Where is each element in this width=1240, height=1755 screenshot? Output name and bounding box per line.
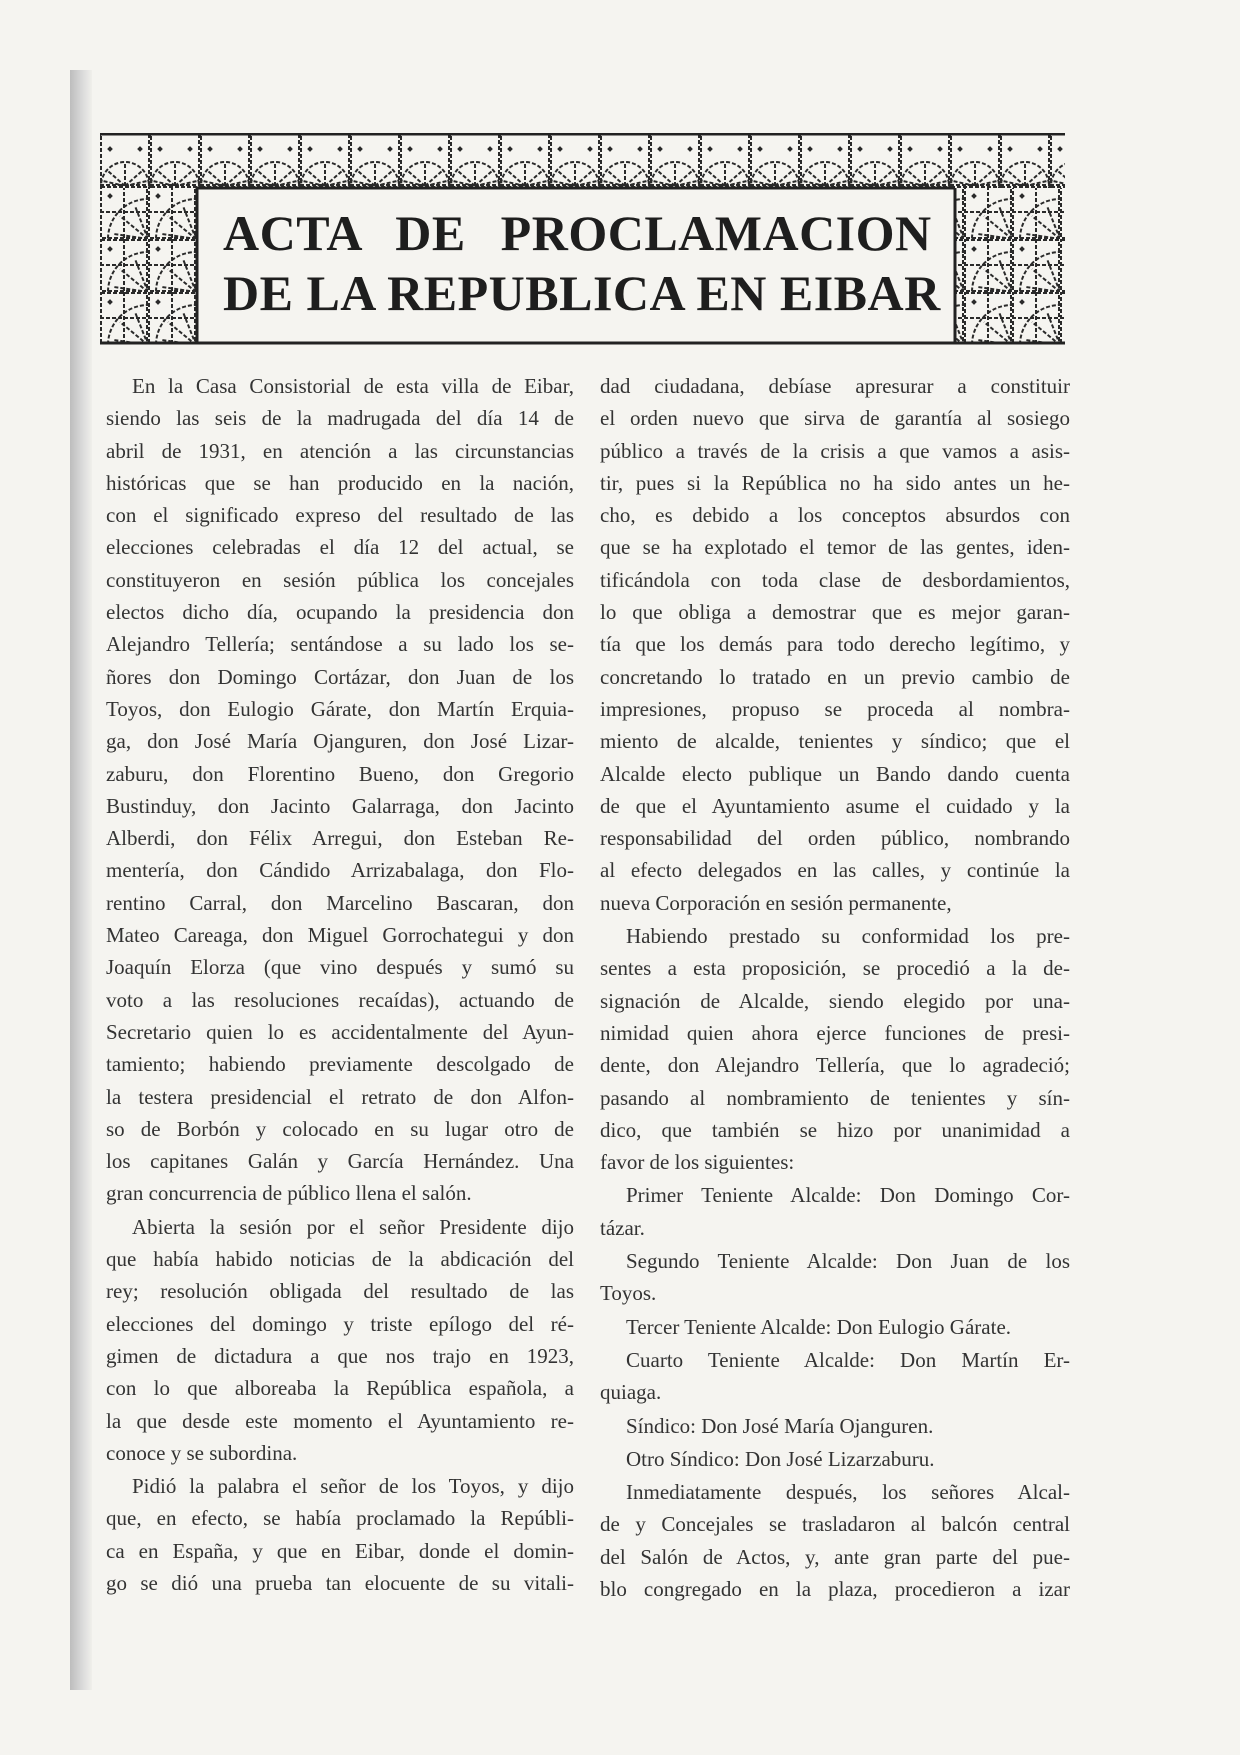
text-line: constituyeron en sesión pública los concejales [106, 567, 574, 592]
text-line: elecciones celebradas el día 12 del actual, se [106, 535, 574, 560]
text-line: responsabilidad del orden público, nombrando [600, 826, 1070, 851]
text-line: quiaga. [600, 1380, 662, 1405]
text-line: nimidad quien ahora ejerce funciones de presi- [600, 1020, 1070, 1045]
text-line: al efecto delegados en las calles, y continúe la [600, 858, 1070, 883]
text-line: la que desde este momento el Ayuntamiento re- [106, 1408, 574, 1433]
text-line: el orden nuevo que sirva de garantía al sosiego [600, 406, 1070, 431]
text-column-left [106, 370, 574, 1600]
text-line: elecciones del domingo y triste epílogo del ré- [106, 1311, 574, 1336]
text-column-right [600, 370, 1070, 1606]
text-line: Alejandro Tellería; sentándose a su lado los se- [106, 632, 574, 657]
text-line: concretando lo tratado en un previo cambio de [600, 664, 1070, 689]
text-line: de que el Ayuntamiento asume el cuidado y la [600, 793, 1070, 818]
paragraph [600, 1476, 1070, 1605]
text-line: Inmediatamente después, los señores Alcal- [626, 1480, 1070, 1505]
text-line: Síndico: Don José María Ojanguren. [626, 1413, 934, 1438]
text-line: ñores don Domingo Cortázar, don Juan de los [106, 664, 574, 689]
text-line: Tercer Teniente Alcalde: Don Eulogio Gárate. [626, 1314, 1012, 1339]
paragraph [600, 1245, 1070, 1310]
title-line-2: DE LA REPUBLICA EN EIBAR [223, 265, 941, 321]
text-line: favor de los siguientes: [600, 1150, 795, 1175]
text-line: tía que los demás para todo derecho legítimo, y [600, 632, 1070, 657]
text-line: Toyos, don Eulogio Gárate, don Martín Erquia- [106, 696, 574, 721]
text-line: con lo que alboreaba la República española, a [106, 1376, 574, 1401]
text-line: impresiones, propuso se proceda al nombra- [600, 696, 1070, 721]
paragraph [600, 370, 1070, 919]
paragraph [106, 1211, 574, 1469]
text-line: mentería, don Cándido Arrizabalaga, don Flo- [106, 858, 574, 883]
text-line: los capitanes Galán y García Hernández. Una [106, 1149, 574, 1174]
scan-binding-shadow [70, 70, 92, 1690]
paragraph [106, 370, 574, 1210]
text-line: que, en efecto, se había proclamado la Repúbli- [106, 1506, 574, 1531]
text-line: que se ha explotado el temor de las gentes, iden- [600, 535, 1070, 560]
text-line: Otro Síndico: Don José Lizarzaburu. [626, 1446, 935, 1471]
text-line: cho, es debido a los conceptos absurdos con [600, 503, 1070, 528]
text-line: dente, don Alejandro Tellería, que lo agradeció; [600, 1053, 1070, 1078]
text-line: go se dió una prueba tan elocuente de su vitali- [106, 1570, 574, 1595]
text-line: Abierta la sesión por el señor Presidente dijo [132, 1214, 574, 1239]
text-line: tamiento; habiendo previamente descolgado de [106, 1052, 574, 1077]
text-line: conoce y se subordina. [106, 1440, 298, 1465]
text-line: siendo las seis de la madrugada del día 14 de [106, 406, 574, 431]
text-line: Alberdi, don Félix Arregui, don Esteban Re- [106, 826, 574, 851]
text-line: nueva Corporación en sesión permanente, [600, 890, 952, 915]
title-header [100, 133, 1065, 345]
text-line: abril de 1931, en atención a las circunstancias [106, 438, 574, 463]
text-line: En la Casa Consistorial de esta villa de Eibar, [132, 374, 574, 398]
text-line: signación de Alcalde, siendo elegido por una- [600, 988, 1070, 1013]
text-line: pasando al nombramiento de tenientes y sín- [600, 1085, 1070, 1110]
text-line: de y Concejales se trasladaron al balcón central [600, 1512, 1070, 1537]
text-line: que había habido noticias de la abdicación del [106, 1247, 574, 1272]
text-line: dad ciudadana, debíase apresurar a constituir [600, 374, 1070, 398]
text-line: dico, que también se hizo por unanimidad a [600, 1117, 1070, 1142]
text-line: sentes a esta proposición, se procedió a la de- [600, 956, 1070, 981]
paragraph [600, 920, 1070, 1178]
text-line: tificándola con toda clase de desbordamientos, [600, 567, 1070, 592]
text-line: lo que obliga a demostrar que es mejor garan- [600, 600, 1070, 625]
paragraph [600, 1443, 1070, 1475]
text-line: del Salón de Actos, y, ante gran parte del pue- [600, 1544, 1070, 1569]
text-line: Primer Teniente Alcalde: Don Domingo Cor- [626, 1183, 1070, 1208]
text-line: Joaquín Elorza (que vino después y sumó su [106, 955, 574, 980]
text-line: Habiendo prestado su conformidad los pre- [626, 924, 1070, 949]
text-line: zaburu, don Florentino Bueno, don Gregorio [106, 761, 574, 786]
text-line: electos dicho día, ocupando la presidencia don [106, 600, 574, 625]
text-line: con el significado expreso del resultado de las [106, 503, 574, 528]
text-line: la testera presidencial el retrato de don Alfon- [106, 1084, 574, 1109]
text-line: blo congregado en la plaza, procedieron a izar [600, 1576, 1070, 1601]
text-line: Secretario quien lo es accidentalmente del Ayun- [106, 1019, 574, 1044]
text-line: gran concurrencia de público llena el salón. [106, 1181, 472, 1206]
text-line: gimen de dictadura a que nos trajo en 1923, [106, 1343, 574, 1368]
text-line: Toyos. [600, 1281, 657, 1306]
text-line: Pidió la palabra el señor de los Toyos, y dijo [132, 1474, 574, 1499]
paragraph [600, 1410, 1070, 1442]
text-line: ga, don José María Ojanguren, don José Lizar- [106, 729, 574, 754]
text-line: Bustinduy, don Jacinto Galarraga, don Jacinto [106, 793, 574, 818]
text-line: Alcalde electo publique un Bando dando cuenta [600, 761, 1070, 786]
text-line: Mateo Careaga, don Miguel Gorrochategui y don [106, 923, 574, 948]
paragraph [600, 1344, 1070, 1409]
text-line: voto a las resoluciones recaídas), actuando de [106, 987, 574, 1012]
text-line: miento de alcalde, tenientes y síndico; que el [600, 729, 1070, 754]
text-line: so de Borbón y colocado en su lugar otro de [106, 1116, 574, 1141]
text-line: ca en España, y que en Eibar, donde el domin- [106, 1538, 574, 1563]
text-line: público a través de la crisis a que vamos a asis- [600, 438, 1070, 463]
text-line: Cuarto Teniente Alcalde: Don Martín Er- [626, 1347, 1070, 1372]
paragraph [600, 1179, 1070, 1244]
text-line: tir, pues si la República no ha sido antes un he- [600, 470, 1070, 495]
paragraph [600, 1311, 1070, 1343]
text-line: históricas que se han producido en la nación, [106, 470, 574, 495]
paragraph [106, 1470, 574, 1599]
page-title [223, 203, 943, 323]
title-line-1: ACTA DE PROCLAMACION [223, 205, 932, 261]
text-line: Segundo Teniente Alcalde: Don Juan de los [626, 1249, 1070, 1274]
text-line: rentino Carral, don Marcelino Bascaran, don [106, 890, 574, 915]
text-line: tázar. [600, 1215, 645, 1240]
text-line: rey; resolución obligada del resultado de las [106, 1279, 574, 1304]
